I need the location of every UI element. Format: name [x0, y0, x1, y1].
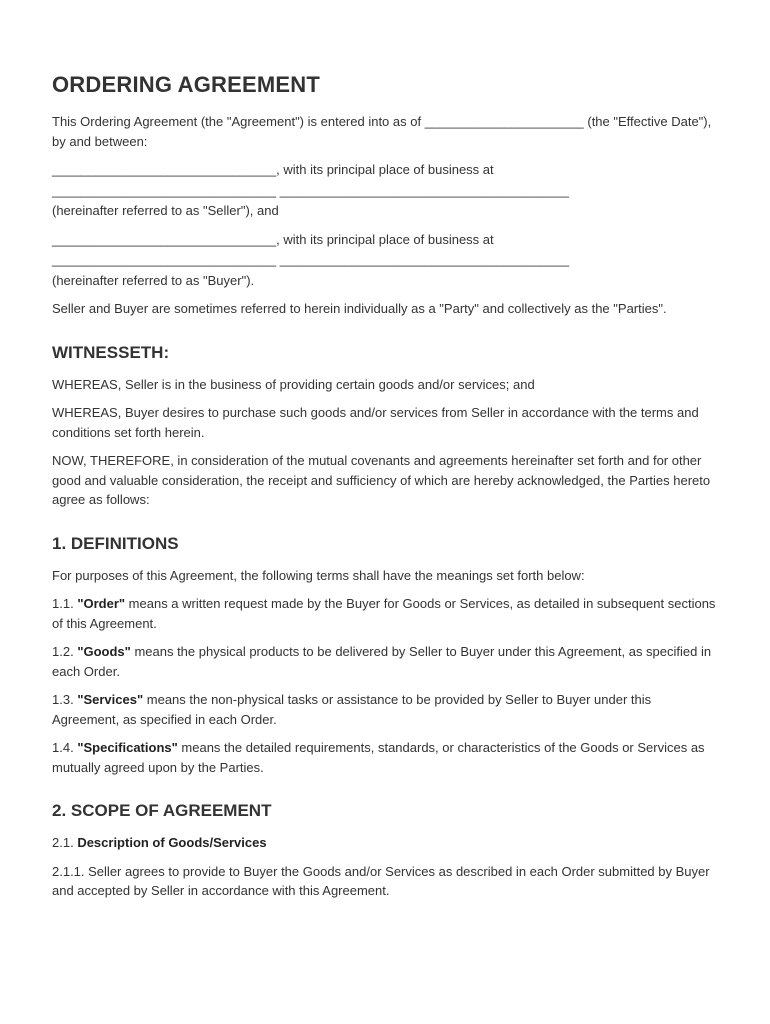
definition-item: [52, 594, 720, 633]
definition-number: 1.4.: [52, 740, 74, 755]
definition-text: means the non-physical tasks or assistance to be provided by Seller to Buyer under this Agreement, as specified in each Order.: [52, 692, 652, 727]
definition-number: 1.1.: [52, 596, 74, 611]
intro-paragraph: This Ordering Agreement (the "Agreement") is entered into as of ______________________ (the "Effective Date"), by and between:: [52, 114, 712, 149]
buyer-line-1: _______________________________, with its principal place of business at: [52, 231, 494, 247]
definition-text: means the detailed requirements, standards, or characteristics of the Goods or Services as mutually agreed upon by the Parties.: [52, 740, 705, 775]
definition-text: means a written request made by the Buyer for Goods or Services, as detailed in subsequent sections of this Agreement.: [52, 596, 716, 631]
scope-paragraph: 2.1.1. Seller agrees to provide to Buyer the Goods and/or Services as described in each Order submitted by Buyer and accepted by Seller in accordance with this Agreement.: [52, 863, 710, 898]
definition-term: "Goods": [77, 644, 131, 659]
seller-line-1: _______________________________, with its principal place of business at: [52, 162, 494, 177]
definition-item: [52, 642, 720, 681]
definition-term: "Specifications": [77, 740, 178, 755]
buyer-line-2: _______________________________ ________________________________________: [52, 252, 569, 267]
scope-subsection-title: [52, 833, 720, 853]
definitions-intro: For purposes of this Agreement, the following terms shall have the meanings set forth below:: [52, 567, 585, 583]
seller-line-3: (hereinafter referred to as "Seller"), and: [52, 203, 279, 218]
definition-term: "Services": [77, 692, 144, 707]
scope-heading: 2. SCOPE OF AGREEMENT: [52, 801, 272, 820]
now-therefore-paragraph: NOW, THEREFORE, in consideration of the mutual covenants and agreements hereinafter set forth and for other good and valuable consideration, the receipt and sufficiency of which are hereby acknowledged, the Parties hereto agree as follows:: [52, 453, 711, 507]
witnesseth-heading: WITNESSETH:: [52, 342, 170, 362]
definition-number: 1.2.: [52, 644, 74, 659]
buyer-line-3: (hereinafter referred to as "Buyer").: [52, 272, 255, 288]
document-title: ORDERING AGREEMENT: [52, 72, 321, 97]
definition-number: 1.3.: [52, 692, 74, 707]
subsection-number: 2.1.: [52, 835, 74, 850]
definition-term: "Order": [77, 596, 126, 611]
parties-paragraph: Seller and Buyer are sometimes referred to herein individually as a "Party" and collectively as the "Parties".: [52, 301, 667, 316]
subsection-label: Description of Goods/Services: [77, 835, 267, 850]
whereas-paragraph-2: WHEREAS, Buyer desires to purchase such goods and/or services from Seller in accordance with the terms and conditions set forth herein.: [52, 405, 699, 440]
definitions-heading: 1. DEFINITIONS: [52, 533, 179, 553]
document-page: [52, 72, 720, 910]
definition-text: means the physical products to be delivered by Seller to Buyer under this Agreement, as specified in each Order.: [52, 644, 712, 679]
definition-item: [52, 738, 720, 777]
seller-line-2: _______________________________ ________________________________________: [52, 182, 569, 198]
whereas-paragraph-1: WHEREAS, Seller is in the business of providing certain goods and/or services; and: [52, 376, 535, 392]
definition-item: [52, 690, 720, 729]
